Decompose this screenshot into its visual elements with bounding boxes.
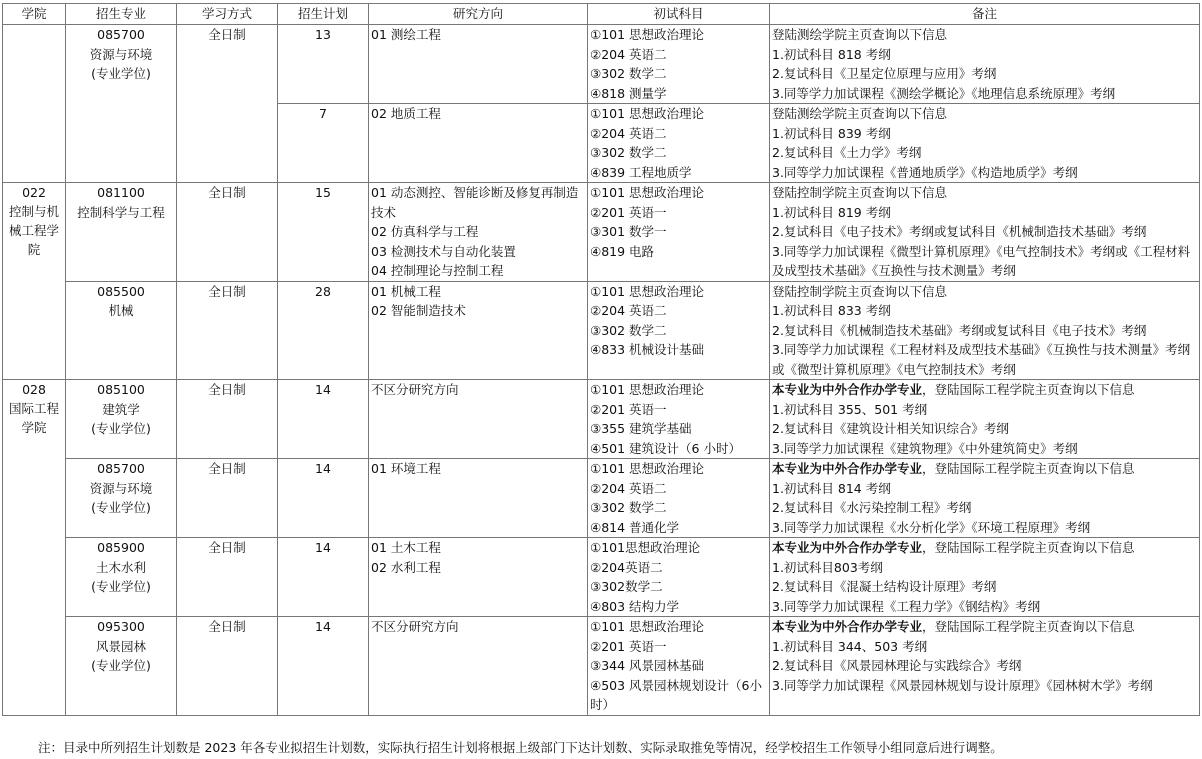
table-row [3,25,1200,104]
admissions-catalog-table [2,3,1200,716]
mode-cell: 全日制 [177,25,278,183]
header-mode: 学习方式 [177,4,278,25]
table-row [3,380,1200,459]
major-cell: 085700 资源与环境 (专业学位) [66,25,177,183]
major-cell: 081100 控制科学与工程 [66,183,177,282]
mode-cell: 全日制 [177,459,278,538]
mode-cell: 全日制 [177,617,278,716]
header-major: 招生专业 [66,4,177,25]
remarks-cell: 登陆测绘学院主页查询以下信息 1.初试科目 839 考纲 2.复试科目《土力学》考纲 3.同等学力加试课程《普通地质学》《构造地质学》考纲 [770,104,1200,183]
mode-cell: 全日制 [177,281,278,380]
major-cell: 085500 机械 [66,281,177,380]
remarks-cell: 本专业为中外合作办学专业，登陆国际工程学院主页查询以下信息 1.初试科目 814 考纲 2.复试科目《水污染控制工程》考纲 3.同等学力加试课程《水分析化学》《环境工程原理》考纲 [770,459,1200,538]
remarks-bold: 本专业为中外合作办学专业 [772,461,923,476]
plan-cell: 14 [278,538,369,617]
direction-cell: 不区分研究方向 [369,380,588,459]
table-row [3,183,1200,282]
subjects-cell: ①101 思想政治理论 ②201 英语一 ③344 风景园林基础 ④503 风景园林规划设计（6小时） [588,617,770,716]
table-row [3,617,1200,716]
plan-cell: 13 [278,25,369,104]
plan-cell: 14 [278,459,369,538]
table-row [3,538,1200,617]
subjects-cell: ①101 思想政治理论 ②201 英语一 ③355 建筑学基础 ④501 建筑设计（6 小时） [588,380,770,459]
remarks-cell: 登陆测绘学院主页查询以下信息 1.初试科目 818 考纲 2.复试科目《卫星定位原理与应用》考纲 3.同等学力加试课程《测绘学概论》《地理信息系统原理》考纲 [770,25,1200,104]
subjects-cell: ①101 思想政治理论 ②204 英语二 ③302 数学二 ④839 工程地质学 [588,104,770,183]
remarks-cell: 本专业为中外合作办学专业，登陆国际工程学院主页查询以下信息 1.初试科目 355、501 考纲 2.复试科目《建筑设计相关知识综合》考纲 3.同等学力加试课程《建筑物理》《中外建筑简史》考纲 [770,380,1200,459]
plan-cell: 14 [278,380,369,459]
mode-cell: 全日制 [177,538,278,617]
header-remarks: 备注 [770,4,1200,25]
college-cell: 022 控制与机械工程学院 [3,183,66,380]
subjects-cell: ①101 思想政治理论 ②204 英语二 ③302 数学二 ④814 普通化学 [588,459,770,538]
direction-cell: 01 测绘工程 [369,25,588,104]
plan-cell: 28 [278,281,369,380]
direction-cell: 02 地质工程 [369,104,588,183]
remarks-bold: 本专业为中外合作办学专业 [772,382,923,397]
direction-cell: 01 机械工程 02 智能制造技术 [369,281,588,380]
direction-cell: 01 土木工程 02 水利工程 [369,538,588,617]
subjects-cell: ①101 思想政治理论 ②204 英语二 ③302 数学二 ④818 测量学 [588,25,770,104]
header-plan: 招生计划 [278,4,369,25]
mode-cell: 全日制 [177,380,278,459]
major-cell: 095300 风景园林 (专业学位) [66,617,177,716]
plan-cell: 14 [278,617,369,716]
remarks-bold: 本专业为中外合作办学专业 [772,619,923,634]
header-direction: 研究方向 [369,4,588,25]
table-header-row [3,4,1200,25]
plan-cell: 7 [278,104,369,183]
header-college: 学院 [3,4,66,25]
table-row [3,281,1200,380]
table-row [3,459,1200,538]
major-cell: 085900 土木水利 (专业学位) [66,538,177,617]
direction-cell: 不区分研究方向 [369,617,588,716]
direction-cell: 01 动态测控、智能诊断及修复再制造技术 02 仿真科学与工程 03 检测技术与自动化装置 04 控制理论与控制工程 [369,183,588,282]
remarks-cell: 本专业为中外合作办学专业，登陆国际工程学院主页查询以下信息 1.初试科目803考纲 2.复试科目《混凝土结构设计原理》考纲 3.同等学力加试课程《工程力学》《钢结构》考纲 [770,538,1200,617]
remarks-cell: 登陆控制学院主页查询以下信息 1.初试科目 819 考纲 2.复试科目《电子技术》考纲或复试科目《机械制造技术基础》考纲 3.同等学力加试课程《微型计算机原理》《电气控制技术》考纲或《工程材料及成型技术基础》《互换性与技术测量》考纲 [770,183,1200,282]
remarks-bold: 本专业为中外合作办学专业 [772,540,923,555]
major-cell: 085100 建筑学 (专业学位) [66,380,177,459]
mode-cell: 全日制 [177,183,278,282]
header-subjects: 初试科目 [588,4,770,25]
college-cell-blank [3,25,66,183]
subjects-cell: ①101 思想政治理论 ②201 英语一 ③301 数学一 ④819 电路 [588,183,770,282]
major-cell: 085700 资源与环境 (专业学位) [66,459,177,538]
plan-cell: 15 [278,183,369,282]
footnote: 注：目录中所列招生计划数是 2023 年各专业拟招生计划数，实际执行招生计划将根据上级部门下达计划数、实际录取推免等情况，经学校招生工作领导小组同意后进行调整。 [38,740,1003,755]
subjects-cell: ①101思想政治理论 ②204英语二 ③302数学二 ④803 结构力学 [588,538,770,617]
college-cell: 028 国际工程学院 [3,380,66,716]
remarks-cell: 登陆控制学院主页查询以下信息 1.初试科目 833 考纲 2.复试科目《机械制造技术基础》考纲或复试科目《电子技术》考纲 3.同等学力加试课程《工程材料及成型技术基础》《互换性与技术测量》考纲或《微型计算机原理》《电气控制技术》考纲 [770,281,1200,380]
subjects-cell: ①101 思想政治理论 ②204 英语二 ③302 数学二 ④833 机械设计基础 [588,281,770,380]
direction-cell: 01 环境工程 [369,459,588,538]
remarks-cell: 本专业为中外合作办学专业，登陆国际工程学院主页查询以下信息 1.初试科目 344、503 考纲 2.复试科目《风景园林理论与实践综合》考纲 3.同等学力加试课程《风景园林规划与设计原理》《园林树木学》考纲 [770,617,1200,716]
